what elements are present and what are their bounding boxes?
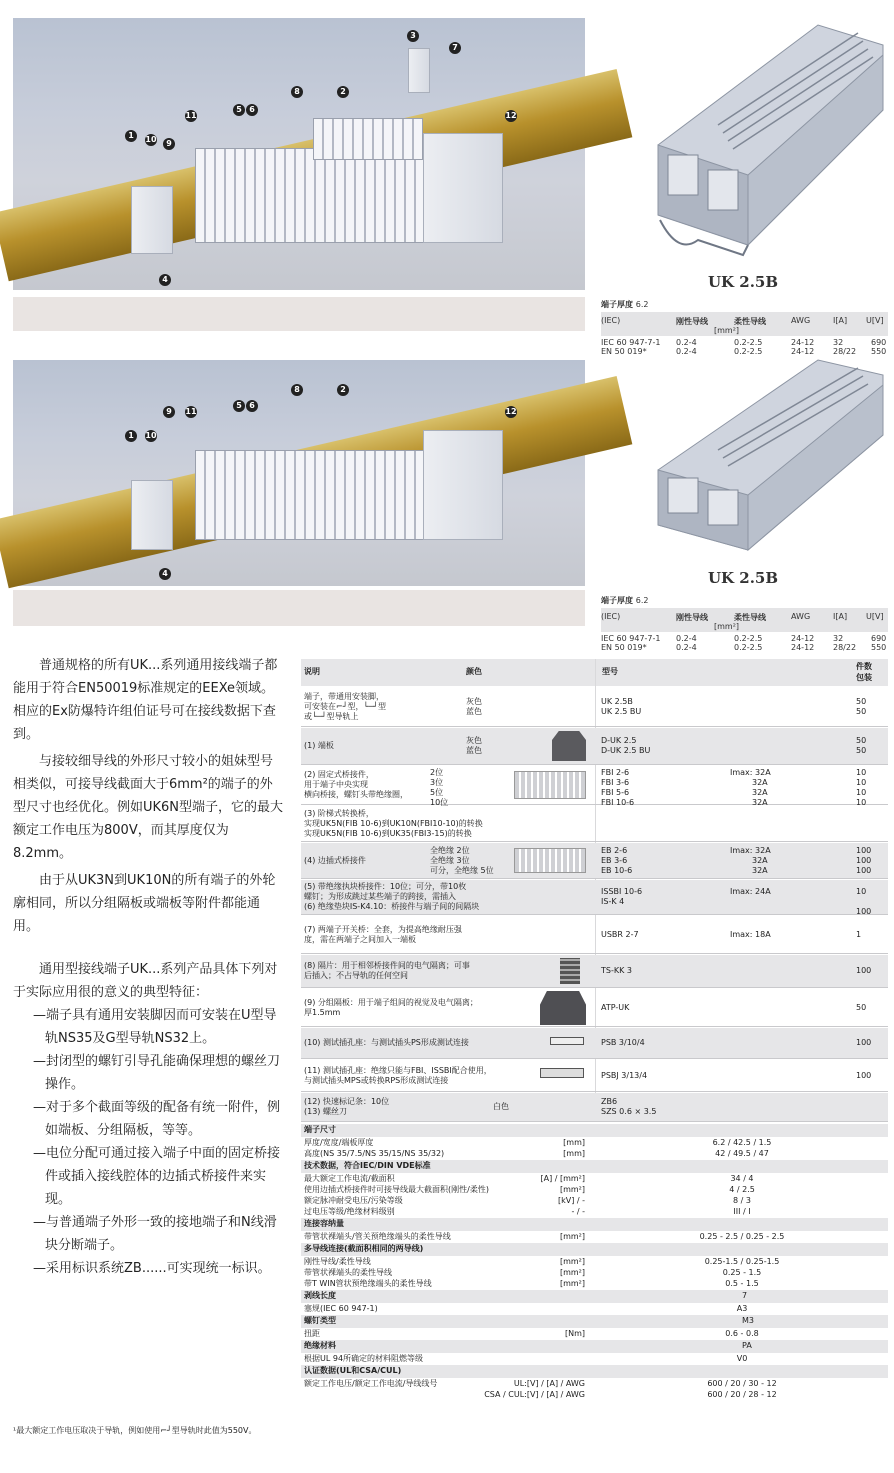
- package-quantity: 50: [856, 746, 867, 755]
- table-row: [301, 843, 888, 878]
- header-rigid: 刚性导线: [676, 613, 708, 622]
- feature-item: —封闭型的螺钉引导孔能确保理想的螺丝刀操作。: [33, 1054, 281, 1092]
- callout-4: 4: [159, 568, 171, 580]
- spec-unit: [A] / [mm²]: [540, 1174, 585, 1183]
- callout-6: 6: [246, 400, 258, 412]
- rigid: 0.2-4: [676, 338, 697, 347]
- spec-section-title: 认证数据(UL和CSA/CUL): [304, 1366, 402, 1375]
- header-ia: I[A]: [833, 316, 848, 325]
- callout-12: 12: [505, 111, 517, 120]
- type-number: D-UK 2.5 BU: [601, 746, 651, 755]
- max-current: 32A: [752, 778, 768, 787]
- std: IEC 60 947-7-1: [601, 634, 661, 643]
- item-description: (12) 快速标记条：10位: [304, 1097, 390, 1106]
- header-flex: 柔性导线: [734, 613, 766, 622]
- item-description: (8) 隔片：用于相邻桥接件间的电气隔离；可事: [304, 961, 470, 970]
- flex: 0.2-2.5: [734, 338, 763, 347]
- package-quantity: 100: [856, 1070, 872, 1080]
- spec-unit: [mm²]: [559, 1257, 585, 1266]
- spec-value: V0: [736, 1354, 748, 1363]
- thickness-value: 6.2: [635, 596, 649, 605]
- row-divider: [301, 1121, 888, 1122]
- header-rigid: 刚性导线: [676, 317, 708, 326]
- type-number: EB 3-6: [601, 855, 628, 865]
- voltage: 690: [871, 338, 887, 347]
- terminal-block-drawing: [598, 360, 888, 560]
- item-color: 白色: [493, 1102, 509, 1111]
- footnote: ¹最大额定工作电压取决于导轨，例如使用⌐┘型导轨时此值为550V。: [13, 1426, 257, 1435]
- callout-2: 2: [337, 384, 349, 396]
- callout-4: 4: [159, 274, 171, 286]
- bridge-positions: 全绝缘 3位: [430, 855, 470, 865]
- intro-paragraph: 普通规格的所有UK...系列通用接线端子都能用于符合EN50019标准规定的EEXe领域。相应的Ex防爆特许组伯证号可在接线数据下查到。: [13, 658, 278, 742]
- row-divider: [301, 841, 888, 842]
- callout-1: 1: [125, 130, 137, 142]
- type-number: D-UK 2.5: [601, 736, 637, 745]
- spec-label: 带管状裸端头的柔性导线: [304, 1268, 392, 1277]
- callout-2: 2: [337, 86, 349, 98]
- item-description: (7) 两端子开关桥：全套，为提高绝缘耐压强: [304, 924, 462, 934]
- spec-section-title: 端子尺寸: [304, 1125, 336, 1134]
- spec-value: 6.2 / 42.5 / 1.5: [712, 1138, 772, 1147]
- type-number: FBI 10-6: [601, 798, 635, 807]
- package-quantity: 10: [856, 887, 867, 896]
- max-current: 32A: [752, 788, 768, 797]
- row-divider: [301, 726, 888, 727]
- type-number: IS-K 4: [601, 897, 625, 906]
- callout-10: 10: [145, 431, 157, 440]
- callout-1: 1: [125, 430, 137, 442]
- callout-12: 12: [505, 407, 517, 416]
- item-description: (10) 测试插孔座：与测试插头PS形成测试连接: [304, 1038, 469, 1047]
- item-description: (5) 带绝缘执块桥接件：10位；可分，带10枚: [304, 882, 467, 891]
- spec-value: 0.25 - 1.5: [722, 1268, 762, 1277]
- product-name: UK 2.5B: [707, 569, 779, 587]
- spec-label: 根据UL 94所确定的材料阻燃等级: [304, 1354, 424, 1363]
- spec-unit: [Nm]: [564, 1329, 585, 1338]
- item-description: (1) 端板: [304, 741, 334, 750]
- item-description: (13) 螺丝刀: [304, 1107, 347, 1116]
- package-quantity: 50: [856, 697, 867, 706]
- test-socket-icon: [540, 1068, 584, 1078]
- row-divider: [301, 1026, 888, 1027]
- intro-paragraph: 与接较细导线的外形尺寸较小的姐妹型号相类似，可接导线截面大于6mm²的端子的外型尺寸也经优化。例如UK6N型端子，它的最大额定工作电压为800V，而其厚度仅为8.2mm。: [13, 754, 284, 861]
- item-description: 端子，带通用安装脚，: [304, 692, 384, 701]
- row-divider: [301, 878, 888, 879]
- terminal-assembly-photo-top: [13, 18, 585, 290]
- package-quantity: 100: [856, 865, 872, 875]
- package-quantity: 50: [856, 707, 867, 716]
- spec-value: 0.25-1.5 / 0.25-1.5: [704, 1257, 780, 1266]
- item-description: (2) 固定式桥接件，: [304, 770, 374, 779]
- package-quantity: 100: [856, 1038, 872, 1047]
- item-description: 后插入；不占导轨的任何空间: [304, 971, 408, 980]
- end-plate-icon: [552, 731, 586, 761]
- item-description: 与测试插头MPS或转换RPS形成测试连接: [304, 1075, 449, 1085]
- callout-8: 8: [291, 384, 303, 396]
- voltage: 550: [871, 643, 887, 652]
- spec-label: 使用边插式桥接件时可接导线最大截面积(刚性/柔性): [304, 1185, 489, 1194]
- type-number: UK 2.5 BU: [601, 707, 642, 716]
- spec-title: 端子厚度: [601, 596, 633, 605]
- flex: 0.2-2.5: [734, 643, 763, 652]
- spec-label: 最大额定工作电流/截面积: [304, 1174, 395, 1183]
- spec-value: 34 / 4: [730, 1174, 754, 1183]
- product-image-1: [598, 15, 888, 291]
- callout-11: 11: [185, 407, 197, 416]
- item-description: 横向桥接，螺钉头带绝缘圈，: [304, 790, 408, 799]
- feature-item: —与普通端子外形一致的接地端子和N线滑块分断端子。: [33, 1215, 277, 1253]
- spec-section-title: 技术数据，符合IEC/DIN VDE标准: [304, 1161, 431, 1170]
- spec-section-band: [301, 1340, 888, 1353]
- spec-section-title: 剥线长度: [304, 1291, 336, 1300]
- item-description: 实现UK5N(FIB 10-6)到UK10N(FBI10-10)的转换: [304, 818, 483, 828]
- spec-section-title: 连接容纳量: [304, 1219, 344, 1228]
- spec-section-band: [301, 1124, 888, 1137]
- spec-label: 塞规(IEC 60 947-1): [304, 1304, 378, 1313]
- spec-label: 刚性导线/柔性导线: [304, 1257, 371, 1266]
- std: IEC 60 947-7-1: [601, 338, 661, 347]
- spec-value: 0.5 - 1.5: [725, 1279, 759, 1288]
- std: EN 50 019*: [601, 643, 647, 652]
- col-desc-header: 说明: [304, 667, 320, 676]
- header-iec: (IEC): [601, 316, 621, 325]
- bridge-illustration: [514, 848, 586, 873]
- table-row: [301, 728, 888, 764]
- type-number: TS-KK 3: [601, 966, 632, 975]
- spec-label: 厚度/宽度/端板厚度: [304, 1138, 374, 1147]
- awg: 24-12: [791, 338, 815, 347]
- spec-label: 过电压等级/绝缘材料级别: [304, 1207, 395, 1216]
- row-divider: [301, 804, 888, 805]
- package-quantity: 50: [856, 736, 867, 745]
- spec-value: 0.25 - 2.5 / 0.25 - 2.5: [699, 1232, 785, 1241]
- type-number: ATP-UK: [601, 1002, 630, 1012]
- row-divider: [301, 914, 888, 915]
- header-uv: U[V]: [866, 612, 884, 621]
- callout-9: 9: [163, 138, 175, 150]
- spec-value: 600 / 20 / 28 - 12: [707, 1390, 777, 1399]
- rigid: 0.2-4: [676, 347, 697, 356]
- terminal-assembly-photo-bottom: [13, 360, 585, 586]
- item-description: (4) 边插式桥接件: [304, 855, 366, 865]
- max-current: Imax: 32A: [730, 845, 771, 855]
- type-number: ISSBI 10-6: [601, 887, 643, 896]
- row-divider: [301, 987, 888, 988]
- package-quantity: 10: [856, 788, 867, 797]
- item-color: 灰色: [466, 697, 482, 706]
- voltage: 550: [871, 347, 887, 356]
- thickness-value: 6.2: [635, 300, 649, 309]
- item-description: 或└─┘型导轨上: [304, 712, 359, 721]
- item-description: 厚1.5mm: [304, 1007, 341, 1017]
- awg: 24-12: [791, 347, 815, 356]
- voltage: 690: [871, 634, 887, 643]
- spec-value: A3: [736, 1304, 748, 1313]
- features-list: [13, 1004, 285, 1280]
- item-description: 可安装在⌐┘型，└─┘型: [304, 702, 386, 711]
- spec-unit: UL:[V] / [A] / AWG: [513, 1379, 585, 1388]
- col-color-header: 颜色: [466, 667, 482, 676]
- feature-item: —采用标识系统ZB......可实现统一标识。: [33, 1261, 271, 1276]
- awg: 24-12: [791, 634, 815, 643]
- spacer-icon: [560, 958, 580, 984]
- spec-unit: CSA / CUL:[V] / [A] / AWG: [484, 1390, 585, 1399]
- callout-5: 5: [233, 104, 245, 116]
- bridge-illustration: [514, 771, 586, 799]
- callout-7: 7: [449, 42, 461, 54]
- header-unit: [mm²]: [714, 622, 740, 631]
- caption-band-bottom: [13, 590, 585, 626]
- spec-unit: [mm²]: [559, 1268, 585, 1277]
- features-section: [13, 958, 285, 1280]
- package-quantity: 1: [856, 929, 862, 939]
- max-current: Imax: 32A: [730, 768, 771, 777]
- callout-11: 11: [185, 111, 197, 120]
- type-number: SZS 0.6 × 3.5: [601, 1107, 657, 1116]
- std: EN 50 019*: [601, 347, 647, 356]
- spec-value: 4 / 2.5: [729, 1185, 755, 1194]
- package-quantity: 100: [856, 845, 872, 855]
- header-awg: AWG: [791, 612, 811, 621]
- row-divider: [301, 1091, 888, 1092]
- product-spec-2: [601, 595, 888, 652]
- package-quantity: 100: [856, 855, 872, 865]
- callout-3: 3: [407, 30, 419, 42]
- current: 28/22: [833, 643, 857, 652]
- max-current: 32A: [752, 855, 768, 865]
- feature-item: —电位分配可通过接入端子中面的固定桥接件或插入接线腔体的边插式桥接件来实现。: [33, 1146, 281, 1207]
- callout-6: 6: [246, 104, 258, 116]
- type-number: EB 10-6: [601, 865, 633, 875]
- type-number: UK 2.5B: [601, 697, 633, 706]
- product-name: UK 2.5B: [707, 273, 779, 291]
- features-lead: 通用型接线端子UK...系列产品具体下列对于实际应用很的意义的典型特征：: [13, 962, 278, 1000]
- item-description: (6) 绝缘垫块IS-K4.10：桥接件与端子间的间隔块: [304, 902, 480, 911]
- item-description: 螺钉；为形成跳过某些端子的跨接，需插入: [304, 892, 456, 901]
- header-unit: [mm²]: [714, 326, 740, 335]
- row-divider: [301, 1058, 888, 1059]
- type-number: FBI 2-6: [601, 768, 630, 777]
- type-number: USBR 2-7: [601, 929, 639, 939]
- package-quantity: 10: [856, 798, 867, 807]
- flex: 0.2-2.5: [734, 634, 763, 643]
- item-description: 用于端子中央实现: [304, 780, 368, 789]
- item-color: 蓝色: [466, 746, 482, 755]
- row-divider: [301, 764, 888, 765]
- callout-8: 8: [291, 86, 303, 98]
- spec-unit: - / -: [571, 1207, 585, 1216]
- bridge-positions: 10位: [430, 798, 449, 807]
- feature-item: —端子具有通用安装脚因而可安装在U型导轨NS35及G型导轨NS32上。: [33, 1008, 277, 1046]
- spec-unit: [mm²]: [559, 1279, 585, 1288]
- spec-section-band: [301, 1315, 888, 1328]
- spec-value: 8 / 3: [733, 1196, 751, 1205]
- spec-value: 42 / 49.5 / 47: [715, 1149, 769, 1158]
- awg: 24-12: [791, 643, 815, 652]
- item-description: (3) 阶梯式转换桥，: [304, 808, 374, 818]
- header-flex: 柔性导线: [734, 317, 766, 326]
- package-quantity: 10: [856, 768, 867, 777]
- spec-label: 扭距: [304, 1329, 320, 1338]
- spec-section-band: [301, 1290, 888, 1303]
- feature-item: —对于多个截面等级的配备有统一附件，例如端板、分组隔板，等等。: [33, 1100, 281, 1138]
- spec-value: III / I: [733, 1207, 751, 1216]
- header-iec: (IEC): [601, 612, 621, 621]
- item-description: 实现UK5N(FIB 10-6)到UK35(FBI3-15)的转换: [304, 828, 472, 838]
- current: 32: [833, 338, 844, 347]
- product-image-2: [598, 360, 888, 590]
- header-ia: I[A]: [833, 612, 848, 621]
- item-color: 灰色: [466, 736, 482, 745]
- table-row: [301, 688, 888, 726]
- intro-text: [13, 654, 285, 938]
- spec-label: 高度(NS 35/7.5/NS 35/15/NS 35/32): [304, 1149, 445, 1158]
- type-number: FBI 5-6: [601, 788, 630, 797]
- table-row: [301, 989, 888, 1026]
- spec-label: 带管状裸端头/管关预绝缘端头的柔性导线: [304, 1232, 451, 1241]
- type-number: ZB6: [601, 1097, 618, 1106]
- package-quantity: 100: [856, 966, 872, 975]
- bridge-positions: 可分，全绝缘 5位: [430, 865, 494, 875]
- spec-value: 600 / 20 / 30 - 12: [707, 1379, 777, 1388]
- spec-label: 额定脉冲耐受电压/污染等级: [304, 1196, 403, 1205]
- package-quantity: 100: [856, 907, 872, 916]
- spec-section-title: 绝缘材料: [304, 1341, 336, 1350]
- spec-value: 0.6 - 0.8: [725, 1329, 759, 1338]
- caption-band-top: [13, 297, 585, 331]
- max-current: Imax: 18A: [730, 929, 771, 939]
- package-quantity: 50: [856, 1002, 867, 1012]
- spec-section-band: [301, 1218, 888, 1231]
- col-qty-header: 件数 包装: [856, 662, 872, 682]
- spec-unit: [mm²]: [559, 1185, 585, 1194]
- callout-5: 5: [233, 400, 245, 412]
- type-number: EB 2-6: [601, 845, 628, 855]
- spec-label: 额定工作电压/额定工作电流/导线线号: [304, 1379, 438, 1388]
- intro-paragraph: 由于从UK3N到UK10N的所有端子的外轮廓相同，所以分组隔板或端板等附件都能通用。: [13, 873, 276, 934]
- spec-unit: [mm]: [563, 1138, 585, 1147]
- spec-section-title: 螺钉类型: [304, 1316, 336, 1325]
- separator-plate-icon: [540, 991, 586, 1025]
- header-awg: AWG: [791, 316, 811, 325]
- header-uv: U[V]: [866, 316, 884, 325]
- rigid: 0.2-4: [676, 643, 697, 652]
- col-type-header: 型号: [602, 667, 618, 676]
- package-quantity: 10: [856, 778, 867, 787]
- spec-section-title: 多导线连接(截面积相同的两导线): [304, 1244, 424, 1253]
- spec-title: 端子厚度: [601, 300, 633, 309]
- type-number: FBI 3-6: [601, 778, 630, 787]
- callout-10: 10: [145, 135, 157, 144]
- item-description: (11) 测试插孔座：绝缘只能与FBI、ISSBI配合使用，: [304, 1065, 492, 1075]
- max-current: 32A: [752, 865, 768, 875]
- current: 32: [833, 634, 844, 643]
- max-current: Imax: 24A: [730, 887, 771, 896]
- type-number: PSB 3/10/4: [601, 1038, 645, 1047]
- item-description: (9) 分组隔板：用于端子组间的视觉及电气隔离；: [304, 997, 478, 1007]
- bridge-positions: 3位: [430, 778, 444, 787]
- spec-unit: [mm²]: [559, 1232, 585, 1241]
- spec-label: 带T WIN管状预绝缘端头的柔性导线: [304, 1279, 432, 1288]
- item-description: 度，需在两端子之间加入一端板: [304, 934, 416, 944]
- bridge-positions: 全绝缘 2位: [430, 845, 470, 855]
- item-color: 蓝色: [466, 707, 482, 716]
- type-number: PSBJ 3/13/4: [601, 1070, 648, 1080]
- spec-unit: [kV] / -: [557, 1196, 585, 1205]
- flex: 0.2-2.5: [734, 347, 763, 356]
- callout-9: 9: [163, 406, 175, 418]
- spec-unit: [mm]: [563, 1149, 585, 1158]
- row-divider: [301, 953, 888, 954]
- max-current: 32A: [752, 798, 768, 807]
- rigid: 0.2-4: [676, 634, 697, 643]
- current: 28/22: [833, 347, 857, 356]
- product-spec-1: [601, 299, 888, 356]
- terminal-block-drawing: [598, 15, 888, 280]
- bridge-positions: 5位: [430, 788, 444, 797]
- test-socket-icon: [550, 1037, 584, 1045]
- bridge-positions: 2位: [430, 768, 444, 777]
